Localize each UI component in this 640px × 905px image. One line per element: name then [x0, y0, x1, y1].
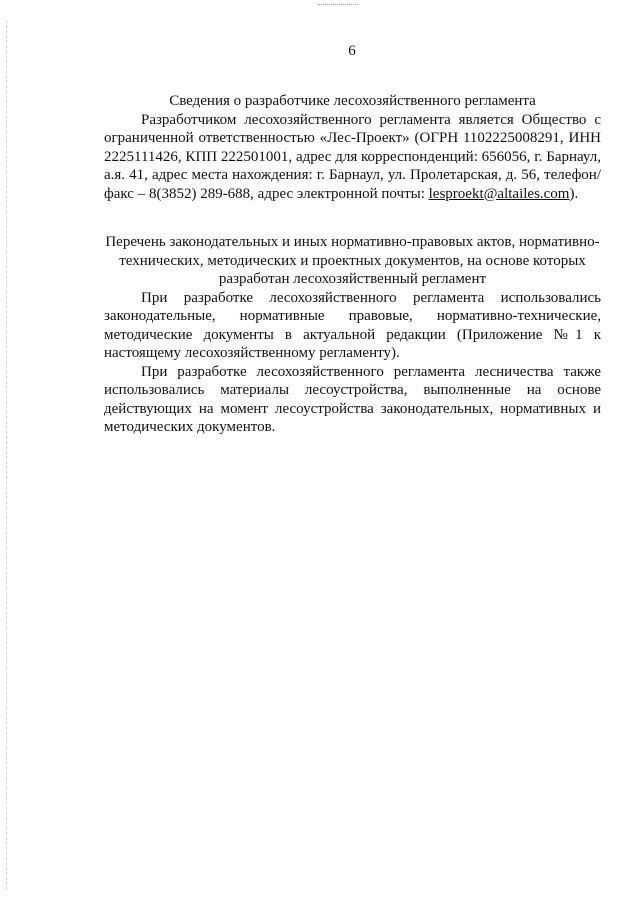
- developer-email-link[interactable]: lesproekt@altailes.com: [428, 185, 570, 202]
- legal-acts-heading: Перечень законодательных и иных нормативно-правовых актов, нормативно-технических, методических и проектных документов, на основе которых разработан лесохозяйственный регламент: [105, 234, 600, 287]
- developer-info-section: [104, 92, 601, 203]
- scan-artifact: [318, 4, 358, 6]
- developer-info-heading: Сведения о разработчике лесохозяйственного регламента: [169, 93, 536, 109]
- scan-edge-marks: [6, 20, 9, 890]
- page-number: 6: [348, 43, 356, 59]
- legal-acts-paragraph-2: При разработке лесохозяйственного регламента лесничества также использовались материалы лесоустройства, выполненные на основе действующих на момент лесоустройства законодательных, нормативных и методических документов.: [104, 363, 601, 435]
- legal-acts-section: [104, 233, 601, 437]
- developer-info-end: ).: [569, 185, 579, 202]
- legal-acts-paragraph-1: При разработке лесохозяйственного регламента использовались законодательные, нормативные правовые, нормативно-технические, методические документы в актуальной редакции (Приложение №1 к настоящему лесохозяйственному регламенту).: [104, 289, 601, 361]
- developer-info-text: Разработчиком лесохозяйственного регламента является Общество с ограниченной ответственностью «Лес-Проект» (ОГРН 1102225008291, ИНН 2225111426, КПП 222501001, адрес для корреспонденций: 656056, г. Барнаул, а.я. 41, адрес места нахождения: г. Барнаул, ул. Пролетарская, д. 56, телефон/факс – 8(3852) 289-688, адрес электронной почты:: [104, 111, 601, 202]
- developer-info-paragraph: [104, 111, 601, 204]
